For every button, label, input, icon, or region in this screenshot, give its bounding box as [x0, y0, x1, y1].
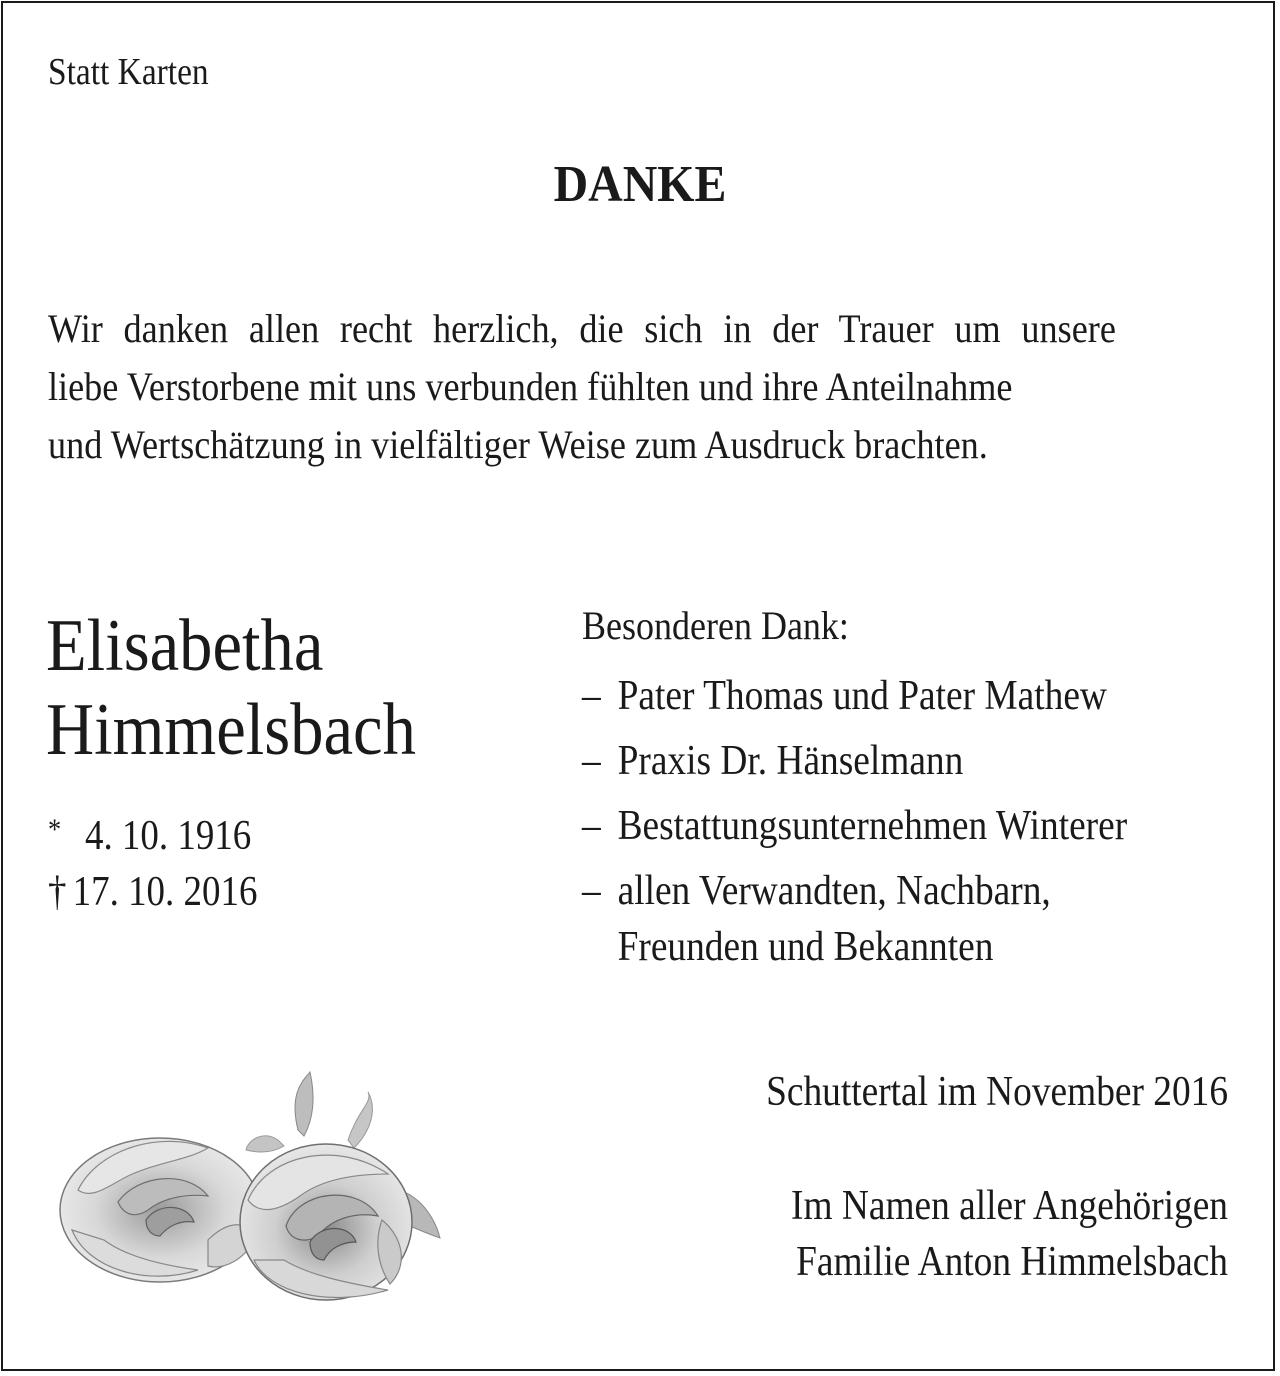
list-item-text: Praxis Dr. Hänselmann [617, 738, 964, 784]
list-item [582, 863, 1127, 919]
list-item [582, 733, 1127, 789]
birth-row [48, 808, 257, 864]
special-thanks-title: Besonderen Dank: [582, 603, 849, 648]
birth-symbol: * [48, 813, 62, 846]
special-thanks-list [582, 668, 1127, 984]
signature-block [791, 1178, 1228, 1290]
statt-karten-label: Statt Karten [48, 51, 209, 93]
list-item-text: allen Verwandten, Nachbarn, [617, 868, 1051, 914]
list-item-text: Bestattungsunternehmen Winterer [617, 803, 1128, 849]
list-dash: – [582, 738, 601, 784]
life-dates [48, 808, 257, 920]
list-dash: – [582, 803, 601, 849]
death-symbol: † [48, 869, 67, 915]
list-dash: – [582, 868, 601, 914]
list-item-continuation [582, 919, 1127, 975]
deceased-last-name: Himmelsbach [46, 689, 416, 771]
list-item-text: Pater Thomas und Pater Mathew [617, 673, 1107, 719]
deceased-first-name: Elisabetha [46, 605, 324, 687]
deceased-name [46, 604, 416, 772]
list-item [582, 668, 1127, 724]
list-item [582, 798, 1127, 854]
message-line: und Wertschätzung in vielfältiger Weise zum Ausdruck brachten. [48, 422, 988, 467]
message-line: Wir danken allen recht herzlich, die sich in der Trauer um unsere [48, 306, 1116, 351]
notice-title: DANKE [553, 156, 727, 213]
birth-date: 4. 10. 1916 [84, 813, 252, 859]
thank-you-message [48, 300, 1228, 474]
list-dash: – [582, 673, 601, 719]
list-item-text: Freunden und Bekannten [617, 924, 994, 970]
place-date: Schuttertal im November 2016 [766, 1069, 1228, 1115]
death-row [48, 864, 257, 920]
family-name-line: Familie Anton Himmelsbach [796, 1239, 1228, 1285]
on-behalf-line: Im Namen aller Angehörigen [791, 1183, 1228, 1229]
death-date: 17. 10. 2016 [72, 869, 258, 915]
message-line: liebe Verstorbene mit uns verbunden fühlten und ihre Anteilnahme [48, 364, 1013, 409]
roses-icon [48, 1070, 468, 1310]
